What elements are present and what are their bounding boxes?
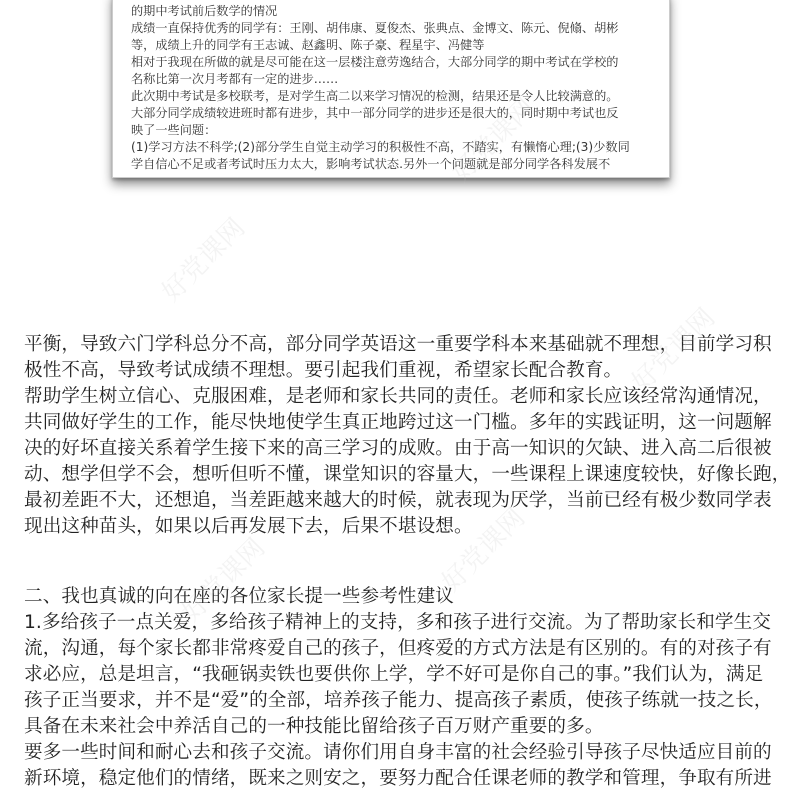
- paragraph-line: 帮助学生树立信心、克服困难，是老师和家长共同的责任。老师和家长应该经常沟通情况，: [24, 386, 772, 407]
- card-text-line: 等，成绩上升的同学有王志诚、赵鑫明、陈子豪、程星宇、冯健等: [131, 38, 485, 52]
- watermark: 好党课网: [626, 302, 722, 398]
- card-text-line: 成绩一直保持优秀的同学有：王刚、胡伟康、夏俊杰、张典点、金博文、陈元、倪翛、胡彬: [131, 21, 619, 35]
- paragraph-line: 1.多给孩子一点关爱，多给孩子精神上的支持，多和孩子进行交流。为了帮助家长和学生交: [24, 612, 771, 633]
- card-text-line: 此次期中考试是多校联考，是对学生高二以来学习情况的检测，结果还是令人比较满意的。: [131, 89, 619, 103]
- paragraph-line: 现出这种苗头，如果以后再发展下去，后果不堪设想。: [24, 516, 473, 537]
- card-text-line: 大部分同学成绩较进班时都有进步，其中一部分同学的进步还是很大的，同时期中考试也反: [131, 106, 619, 120]
- paragraph-line: 要多一些时间和耐心去和孩子交流。请你们用自身丰富的社会经验引导孩子尽快适应目前的: [24, 742, 772, 763]
- paragraph-line: 极性不高，导致考试成绩不理想。要引起我们重视，希望家长配合教育。: [24, 360, 623, 381]
- paragraph-line: 求必应，总是坦言，“我砸锅卖铁也要供你上学，学不好可是你自己的事。”我们认为，满足: [24, 664, 764, 685]
- paragraph-line: 具备在未来社会中养活自己的一种技能比留给孩子百万财产重要的多。: [24, 716, 604, 737]
- card-text-line: (1)学习方法不科学;(2)部分学生自觉主动学习的积极性不高，不踏实，有懒惰心理;(3)少数同: [131, 140, 630, 154]
- card-text-line: 映了一些问题：: [131, 123, 217, 137]
- card-text-line: 的期中考试前后数学的情况: [131, 4, 278, 18]
- paragraph-line: 孩子正当要求，并不是“爱”的全部，培养孩子能力、提高孩子素质，使孩子练就一技之长，: [24, 690, 773, 711]
- watermark: 好党课网: [436, 502, 532, 598]
- watermark: 好党课网: [156, 212, 252, 308]
- card-text-line: 相对于我现在所做的就是尽可能在这一层楼注意劳逸结合，大部分同学的期中考试在学校的: [131, 55, 619, 69]
- paragraph-line: 流，沟通，每个家长都非常疼爱自己的孩子，但疼爱的方式方法是有区别的。有的对孩子有: [24, 638, 772, 659]
- watermark: 好党课网: [176, 532, 272, 628]
- paragraph-line: 平衡，导致六门学科总分不高，部分同学英语这一重要学科本来基础就不理想，目前学习积: [24, 334, 772, 355]
- card-text-line: 学自信心不足或者考试时压力太大，影响考试状态.另外一个问题就是部分同学各科发展不: [131, 157, 611, 171]
- watermark: 好党课网: [446, 92, 542, 188]
- paragraph-line: 决的好坏直接关系着学生接下来的高三学习的成败。由于高一知识的欠缺、进入高二后很被: [24, 438, 772, 459]
- embedded-document-image: [112, 0, 670, 178]
- paragraph-line: 动、想学但学不会，想听但听不懂，课堂知识的容量大，一些课程上课速度较快，好像长跑，: [24, 464, 791, 485]
- paragraph-line: 共同做好学生的工作，能尽快地使学生真正地跨过这一门槛。多年的实践证明，这一问题解: [24, 412, 772, 433]
- section-heading: 二、我也真诚的向在座的各位家长提一些参考性建议: [24, 586, 454, 607]
- paragraph-line: 最初差距不大，还想追，当差距越来越大的时候，就表现为厌学，当前已经有极少数同学表: [24, 490, 772, 511]
- card-text-line: 名称比第一次月考都有一定的进步……: [131, 72, 339, 86]
- paragraph-line: 新环境，稳定他们的情绪，既来之则安之，要努力配合任课老师的教学和管理，争取有所进: [24, 768, 772, 789]
